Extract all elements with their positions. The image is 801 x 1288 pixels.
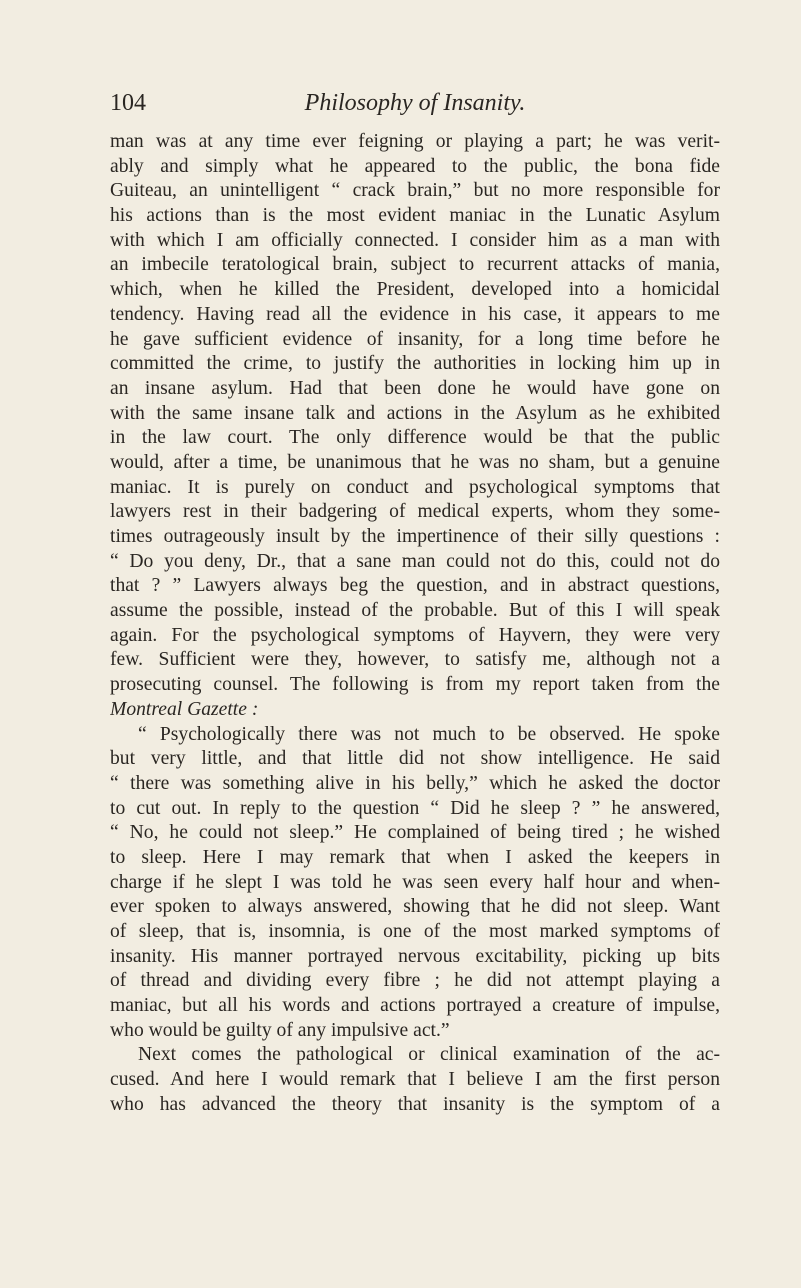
text-line: who has advanced the theory that insanity is the symptom of a xyxy=(110,1093,720,1115)
text-line: “ Psychologically there was not much to be observed. He spoke xyxy=(138,723,720,745)
text-line: tendency. Having read all the evidence in his case, it appears to me xyxy=(110,303,720,325)
text-line: lawyers rest in their badgering of medical experts, whom they some- xyxy=(110,501,720,523)
text-line: he gave sufficient evidence of insanity, for a long time before he xyxy=(110,328,720,350)
text-line: ably and simply what he appeared to the public, the bona fide xyxy=(110,155,720,177)
page-number: 104 xyxy=(110,90,146,116)
text-line: in the law court. The only difference would be that the public xyxy=(110,427,720,449)
text-line: cused. And here I would remark that I believe I am the first person xyxy=(110,1069,720,1091)
text-line: “ there was something alive in his belly,” which he asked the doctor xyxy=(110,772,720,794)
text-line: man was at any time ever feigning or playing a part; he was verit- xyxy=(110,131,720,152)
body-text xyxy=(110,130,720,1118)
text-line: with which I am officially connected. I consider him as a man with xyxy=(110,229,720,251)
text-line: times outrageously insult by the impertinence of their silly questions : xyxy=(110,526,720,547)
text-line: who would be guilty of any impulsive act.” xyxy=(110,1019,450,1041)
text-line: which, when he killed the President, developed into a homicidal xyxy=(110,279,720,301)
running-title: Philosophy of Insanity. xyxy=(304,90,526,116)
text-line: of sleep, that is, insomnia, is one of the most marked symptoms of xyxy=(110,921,720,942)
text-line: of thread and dividing every fibre ; he did not attempt playing a xyxy=(110,970,720,992)
text-line: Guiteau, an unintelligent “ crack brain,” but no more responsible for xyxy=(110,180,720,202)
text-line: again. For the psychological symptoms of Hayvern, they were very xyxy=(110,624,720,646)
text-line: “ No, he could not sleep.” He complained of being tired ; he wished xyxy=(110,822,720,844)
text-line: an imbecile teratological brain, subject to recurrent attacks of mania, xyxy=(110,254,720,276)
text-line: committed the crime, to justify the authorities in locking him up in xyxy=(110,353,720,375)
text-line: his actions than is the most evident maniac in the Lunatic Asylum xyxy=(110,205,720,227)
text-line: to sleep. Here I may remark that when I asked the keepers in xyxy=(110,846,720,868)
text-line: prosecuting counsel. The following is from my report taken from the xyxy=(110,674,720,696)
text-line: few. Sufficient were they, however, to satisfy me, although not a xyxy=(110,649,720,671)
text-line: with the same insane talk and actions in the Asylum as he exhibited xyxy=(110,402,720,424)
text-line: would, after a time, be unanimous that he was no sham, but a genuine xyxy=(110,451,720,473)
text-line: maniac. It is purely on conduct and psychological symptoms that xyxy=(110,476,720,498)
text-line: maniac, but all his words and actions portrayed a creature of impulse, xyxy=(110,995,720,1017)
text-line: ever spoken to always answered, showing that he did not sleep. Want xyxy=(110,896,720,918)
text-line: charge if he slept I was told he was seen every half hour and when- xyxy=(110,871,720,893)
text-line: Next comes the pathological or clinical examination of the ac- xyxy=(138,1044,720,1066)
text-line: but very little, and that little did not show intelligence. He said xyxy=(110,748,720,770)
text-line: “ Do you deny, Dr., that a sane man could not do this, could not do xyxy=(110,550,720,572)
text-line: insanity. His manner portrayed nervous excitability, picking up bits xyxy=(110,945,720,967)
text-line: Montreal Gazette : xyxy=(110,698,259,720)
text-line: to cut out. In reply to the question “ Did he sleep ? ” he answered, xyxy=(110,797,720,819)
text-line: that ? ” Lawyers always beg the question, and in abstract questions, xyxy=(110,575,720,597)
text-line: an insane asylum. Had that been done he would have gone on xyxy=(110,377,720,399)
page-header xyxy=(110,88,720,124)
text-line: assume the possible, instead of the probable. But of this I will speak xyxy=(110,600,720,622)
